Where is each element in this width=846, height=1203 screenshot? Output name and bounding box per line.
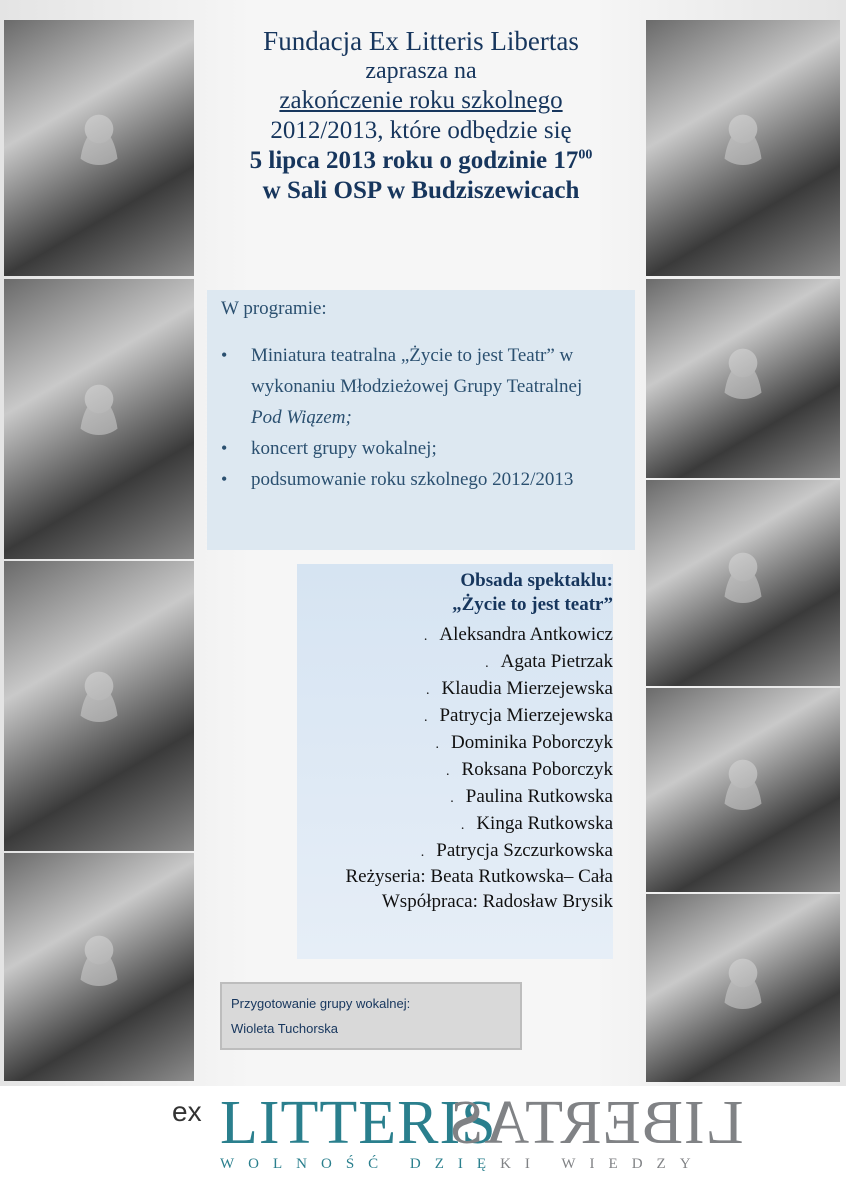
program-list [221, 340, 601, 495]
cast-member: . Dominika Poborczyk [435, 732, 613, 753]
photo-boy-glasses [4, 853, 194, 1081]
photo-boy-dragon-costume [4, 20, 194, 276]
cast-box [297, 564, 613, 959]
foundation-name: Fundacja Ex Litteris Libertas [263, 26, 579, 56]
photo-placeholder-icon [713, 750, 773, 810]
footer-logo [0, 1086, 846, 1203]
school-year-text: 2012/2013, które odbędzie się [270, 117, 572, 144]
invites-text: zaprasza na [365, 58, 477, 84]
photo-placeholder-icon [713, 949, 773, 1009]
photo-girl-singing-microphone [646, 688, 840, 892]
play-title: „Życie to jest teatr” [452, 594, 613, 615]
program-item: • podsumowanie roku szkolnego 2012/2013 [221, 464, 601, 495]
photo-boy-dragon-hat [4, 279, 194, 559]
photo-girl-closeup [646, 480, 840, 686]
logo-libertas-mirrored: LIBERTAS [448, 1089, 744, 1157]
photo-girl-crocodile-hat [646, 20, 840, 276]
cast-heading: Obsada spektaklu: [460, 570, 613, 591]
logo-litteris: LITTERIS [220, 1089, 497, 1157]
photo-girl-knight-costume [4, 561, 194, 851]
photo-placeholder-icon [69, 105, 129, 165]
program-box [207, 290, 635, 550]
event-date-main: 5 lipca 2013 roku o godzinie 17 [249, 147, 579, 174]
photo-placeholder-icon [69, 662, 129, 722]
photo-placeholder-icon [713, 543, 773, 603]
photo-placeholder-icon [69, 375, 129, 435]
photo-placeholder-icon [713, 339, 773, 399]
program-item-text: Miniatura teatralna „Życie to jest Teatr” w wykonaniu Młodzieżowej Grupy Teatralnej [251, 345, 583, 397]
cast-member: . Roksana Poborczyk [446, 759, 613, 780]
cast-member: . Patrycja Mierzejewska [423, 705, 613, 726]
event-name: zakończenie roku szkolnego [279, 87, 563, 114]
invitation-header [196, 26, 646, 206]
cast-member: . Paulina Rutkowska [450, 786, 613, 807]
photo-girl-smiling [646, 279, 840, 478]
photo-placeholder-icon [713, 105, 773, 165]
vocal-group-label: Przygotowanie grupy wokalnej: [231, 996, 411, 1011]
logo-ex: ex [172, 1096, 202, 1127]
event-venue: w Sali OSP w Budziszewicach [262, 177, 580, 204]
group-name: Pod Wiązem; [251, 407, 352, 428]
director-credit: Reżyseria: Beata Rutkowska– Cała [345, 866, 613, 887]
program-item [221, 340, 601, 433]
cast-member: . Agata Pietrzak [485, 651, 613, 672]
program-title: W programie: [221, 298, 327, 319]
cooperation-credit: Współpraca: Radosław Brysik [381, 891, 613, 912]
vocal-group-teacher: Wioleta Tuchorska [231, 1021, 338, 1036]
event-time-minutes: 00 [578, 147, 593, 163]
program-item: • koncert grupy wokalnej; [221, 433, 601, 464]
photo-placeholder-icon [69, 926, 129, 986]
vocal-group-box [220, 982, 522, 1050]
cast-member: . Aleksandra Antkowicz [423, 624, 613, 645]
cast-member: . Patrycja Szczurkowska [420, 840, 613, 861]
cast-member: . Kinga Rutkowska [460, 813, 613, 834]
photo-girl-microphone-stage [646, 894, 840, 1082]
cast-list [421, 622, 613, 865]
logo-slogan: WOLNOŚĆ DZIĘKI WIEDZY [220, 1156, 705, 1172]
cast-member: . Klaudia Mierzejewska [426, 678, 613, 699]
event-date [196, 146, 646, 176]
